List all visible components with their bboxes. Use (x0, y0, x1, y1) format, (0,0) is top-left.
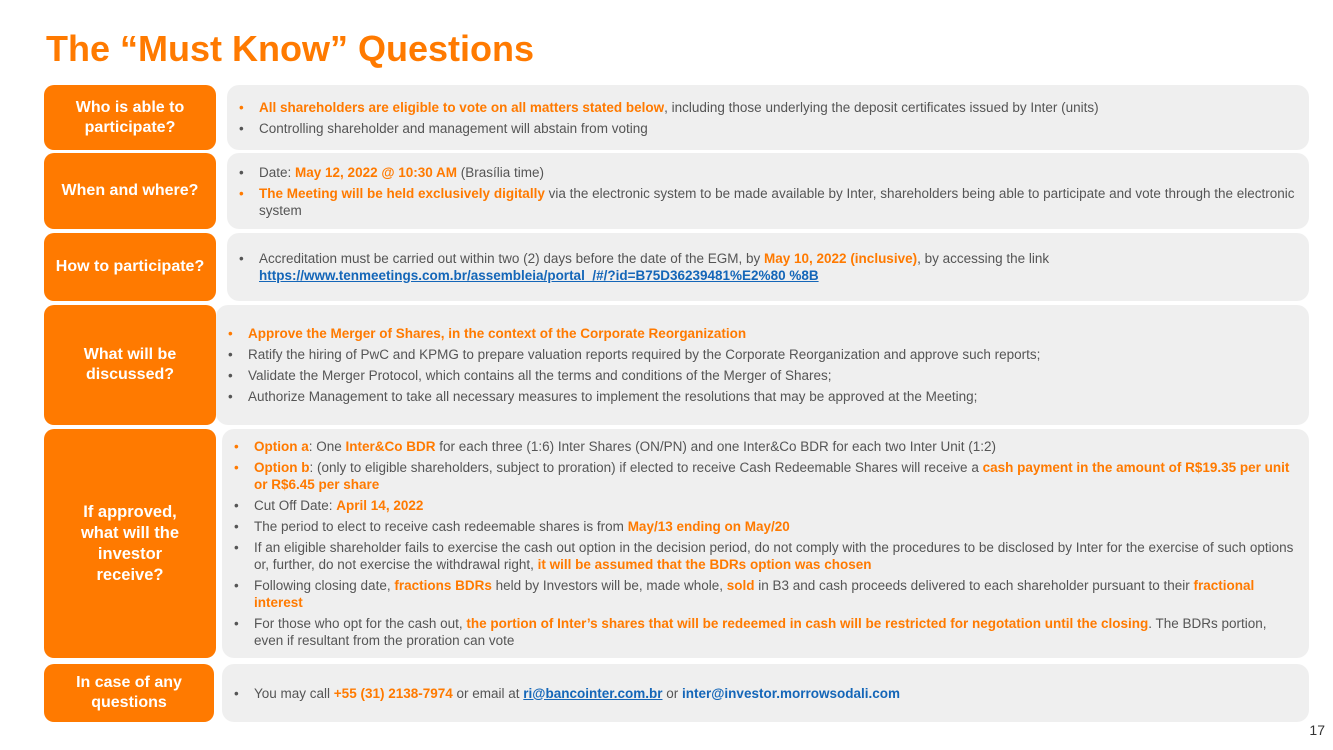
bullet: • Approve the Merger of Shares, in the context of the Corporate Reorganization (228, 326, 747, 341)
bullet: • Validate the Merger Protocol, which contains all the terms and conditions of the Merger of Shares; (228, 368, 832, 383)
row-panel (227, 233, 1309, 301)
row-panel (227, 85, 1309, 150)
bullet: • Controlling shareholder and management will abstain from voting (239, 120, 648, 136)
bullet: • Date: May 12, 2022 @ 10:30 AM (Brasília time) (239, 164, 545, 180)
page-number: 17 (1309, 722, 1325, 738)
row-when (44, 153, 1309, 229)
row-who (44, 85, 1309, 150)
row-label: In case of any questions (44, 664, 214, 722)
row-how (44, 233, 1309, 301)
row-label: What will be discussed? (44, 305, 216, 425)
bullet: • Accreditation must be carried out within two (2) days before the date of the EGM, by May 10, 2022 (inclusive), by accessing the link https://www.tenmeetings.com.br/assembleia/portal_/#/?id=B75D36239481%E2%80 %8B (239, 251, 1050, 283)
bullet: • Option b: (only to eligible shareholders, subject to proration) if elected to receive Cash Redeemable Shares will receive a cash payment in the amount of R$19.35 per unit or R$6.45 per share (234, 460, 1290, 492)
bullet: • Authorize Management to take all necessary measures to implement the resolutions that may be approved at the Meeting; (228, 389, 978, 404)
row-label: If approved, what will the investor receive? (44, 429, 216, 658)
phone-number: +55 (31) 2138-7974 (333, 685, 453, 701)
row-label: When and where? (44, 153, 216, 229)
row-panel (222, 429, 1309, 658)
bullet: • If an eligible shareholder fails to exercise the cash out option in the decision period, do not comply with the procedures to be disclosed by Inter for the exercise of such options or, further, do not exercise the withdrawal right, it will be assumed that the BDRs option was chosen (234, 540, 1294, 572)
bullet: • Ratify the hiring of PwC and KPMG to prepare valuation reports required by the Corporate Reorganization and approve such reports; (228, 347, 1041, 362)
bullet: • Following closing date, fractions BDRs held by Investors will be, made whole, sold in B3 and cash proceeds delivered to each shareholder pursuant to their fractional interest (234, 578, 1255, 610)
bullet: • Cut Off Date: April 14, 2022 (234, 498, 424, 513)
row-label: How to participate? (44, 233, 216, 301)
email-link-ri[interactable]: ri@bancointer.com.br (523, 685, 663, 701)
bullet: • All shareholders are eligible to vote on all matters stated below, including those underlying the deposit certificates issued by Inter (units) (239, 99, 1099, 115)
row-label: Who is able to participate? (44, 85, 216, 150)
row-panel (227, 153, 1309, 229)
bullet: • Option a: One Inter&Co BDR for each three (1:6) Inter Shares (ON/PN) and one Inter&Co BDR for each two Inter Unit (1:2) (234, 439, 997, 454)
row-if-approved (44, 429, 1309, 658)
row-questions (44, 664, 1309, 722)
row-panel (222, 664, 1309, 722)
row-what (44, 305, 1309, 425)
row-panel (216, 305, 1309, 425)
page-title: The “Must Know” Questions (46, 28, 535, 69)
accreditation-link[interactable]: https://www.tenmeetings.com.br/assembleia/portal_/#/?id=B75D36239481%E2%80 %8B (259, 268, 819, 283)
bullet: • The period to elect to receive cash redeemable shares is from May/13 ending on May/20 (234, 519, 790, 534)
bullet: • You may call +55 (31) 2138-7974 or email at ri@bancointer.com.br or inter@investor.morrowsodali.com (234, 685, 900, 701)
email-link-morrow[interactable]: inter@investor.morrowsodali.com (682, 685, 900, 701)
bullet: • The Meeting will be held exclusively digitally via the electronic system to be made available by Inter, shareholders being able to participate and vote through the electronic system (239, 185, 1295, 218)
bullet: • For those who opt for the cash out, the portion of Inter’s shares that will be redeemed in cash will be restricted for negotation until the closing. The BDRs portion, even if resultant from the proration can vote (234, 616, 1267, 648)
